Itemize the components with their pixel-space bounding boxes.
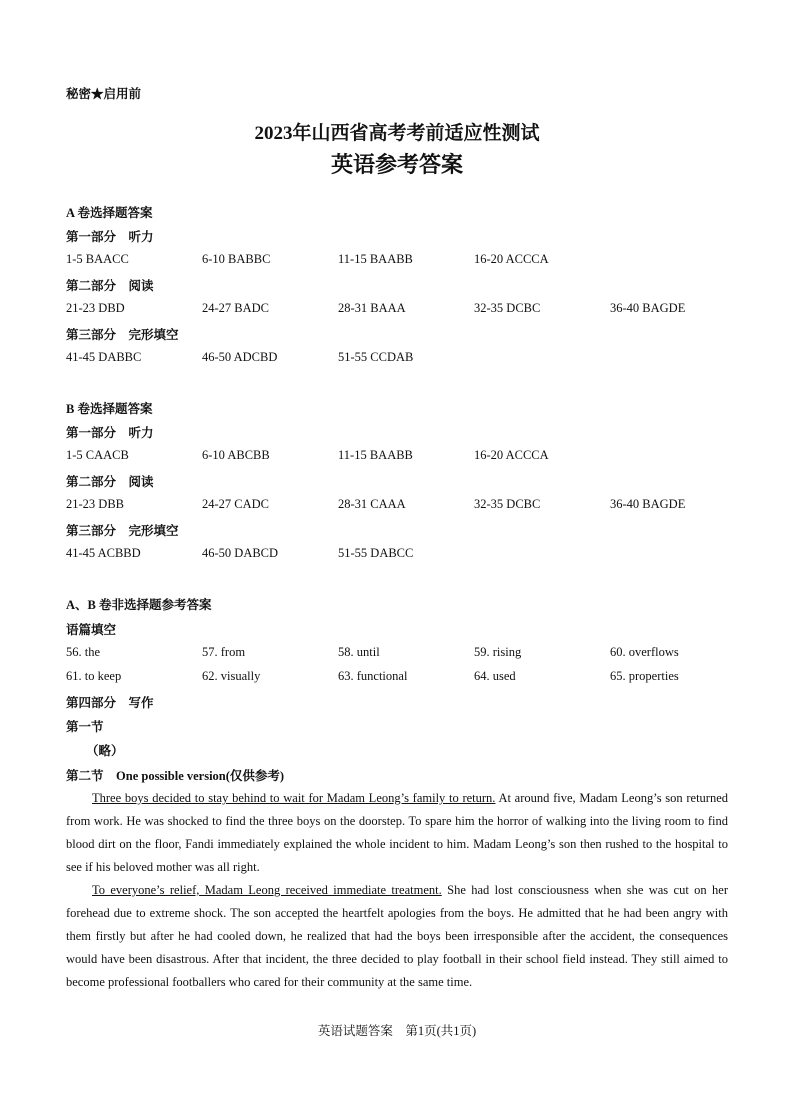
answer-cell: 21-23 DBB (66, 497, 124, 511)
answer-cell: 36-40 BAGDE (610, 497, 686, 511)
paragraph-2-lead: To everyone’s relief, Madam Leong received immediate treatment. (92, 883, 442, 897)
answer-cell: 28-31 CAAA (338, 497, 406, 511)
answer-cell: 51-55 DABCC (338, 546, 414, 560)
section-a-reading-answers (0, 301, 794, 321)
section-b-cloze-answers (0, 546, 794, 566)
section-a-listening: 第一部分 听力 (66, 230, 154, 244)
section-a-listening-answers (0, 252, 794, 272)
non-choice-heading: A、B 卷非选择题参考答案 (66, 598, 212, 612)
section-b-heading: B 卷选择题答案 (66, 402, 153, 416)
answer-cell: 57. from (202, 645, 246, 659)
answer-cell: 11-15 BAABB (338, 448, 413, 462)
section-a-cloze: 第三部分 完形填空 (66, 328, 179, 342)
answer-cell: 1-5 CAACB (66, 448, 129, 462)
paragraph-1-lead: Three boys decided to stay behind to wait for Madam Leong’s family to return. (92, 791, 496, 805)
answer-cell: 21-23 DBD (66, 301, 125, 315)
answer-cell: 41-45 DABBC (66, 350, 142, 364)
writing-heading: 第四部分 写作 (66, 696, 154, 710)
section2-label: 第二节 (66, 769, 104, 783)
answer-cell: 61. to keep (66, 669, 122, 683)
answer-cell: 36-40 BAGDE (610, 301, 686, 315)
answer-cell: 32-35 DCBC (474, 497, 541, 511)
section-a-cloze-answers (0, 350, 794, 370)
answer-cell: 24-27 BADC (202, 301, 270, 315)
paragraph-1-body: At around five, Madam Leong’s son returned from work. He was shocked to find the three boys on the doorstep. To spare him the horror of walking into the living room to find blood dirt on the floor, Fandi immediately explained the whole incident to him. Madam Leong’s son then rushed to the hospital to see if his beloved mother was all right. (66, 791, 729, 874)
answer-cell: 59. rising (474, 645, 522, 659)
answer-cell: 64. used (474, 669, 516, 683)
answer-cell: 46-50 ADCBD (202, 350, 278, 364)
answer-cell: 24-27 CADC (202, 497, 270, 511)
essay-paragraph-1 (66, 787, 728, 879)
page-footer: 英语试题答案 第1页(共1页) (317, 1024, 477, 1038)
answer-cell: 1-5 BAACC (66, 252, 129, 266)
answer-cell: 62. visually (202, 669, 261, 683)
answer-title: 英语参考答案 (330, 152, 463, 177)
exam-title: 2023年山西省高考考前适应性测试 (254, 123, 540, 144)
answer-cell: 6-10 ABCBB (202, 448, 270, 462)
paragraph-2-body: She had lost consciousness when she was cut on her forehead due to extreme shock. The son accepted the heartfelt apologies from the boys. He admitted that he had been angry with them firstly but after he had cooled down, he realized that had the boys been irresponsible after the accident, the consequences would have been disastrous. After that incident, the three decided to play football in their school field instead. They still aimed to become professional footballers who cared for their community at the same time. (66, 883, 729, 989)
section-b-listening-answers (0, 448, 794, 468)
answer-cell: 65. properties (610, 669, 679, 683)
answer-cell: 60. overflows (610, 645, 679, 659)
cloze-answers-row2 (0, 669, 794, 689)
answer-cell: 32-35 DCBC (474, 301, 541, 315)
section-b-reading: 第二部分 阅读 (66, 475, 154, 489)
answer-cell: 58. until (338, 645, 380, 659)
writing-section2 (66, 766, 284, 784)
answer-cell: 46-50 DABCD (202, 546, 279, 560)
answer-cell: 41-45 ACBBD (66, 546, 141, 560)
writing-section1: 第一节 (66, 720, 104, 734)
answer-cell: 16-20 ACCCA (474, 252, 549, 266)
section-a-heading: A 卷选择题答案 (66, 206, 153, 220)
answer-cell: 6-10 BABBC (202, 252, 271, 266)
answer-cell: 11-15 BAABB (338, 252, 413, 266)
answer-cell: 51-55 CCDAB (338, 350, 414, 364)
essay-paragraph-2 (66, 879, 728, 994)
answer-cell: 16-20 ACCCA (474, 448, 549, 462)
answer-cell: 28-31 BAAA (338, 301, 406, 315)
section-a-reading: 第二部分 阅读 (66, 279, 154, 293)
section1-omitted: （略） (86, 744, 124, 758)
confidential-label: 秘密★启用前 (66, 87, 142, 101)
answer-cell: 56. the (66, 645, 101, 659)
section-b-listening: 第一部分 听力 (66, 426, 154, 440)
section-b-cloze: 第三部分 完形填空 (66, 524, 179, 538)
answer-cell: 63. functional (338, 669, 408, 683)
section-b-reading-answers (0, 497, 794, 517)
cloze-answers-row1 (0, 645, 794, 665)
cloze-title: 语篇填空 (66, 623, 117, 637)
section2-title: One possible version(仅供参考) (116, 769, 285, 783)
